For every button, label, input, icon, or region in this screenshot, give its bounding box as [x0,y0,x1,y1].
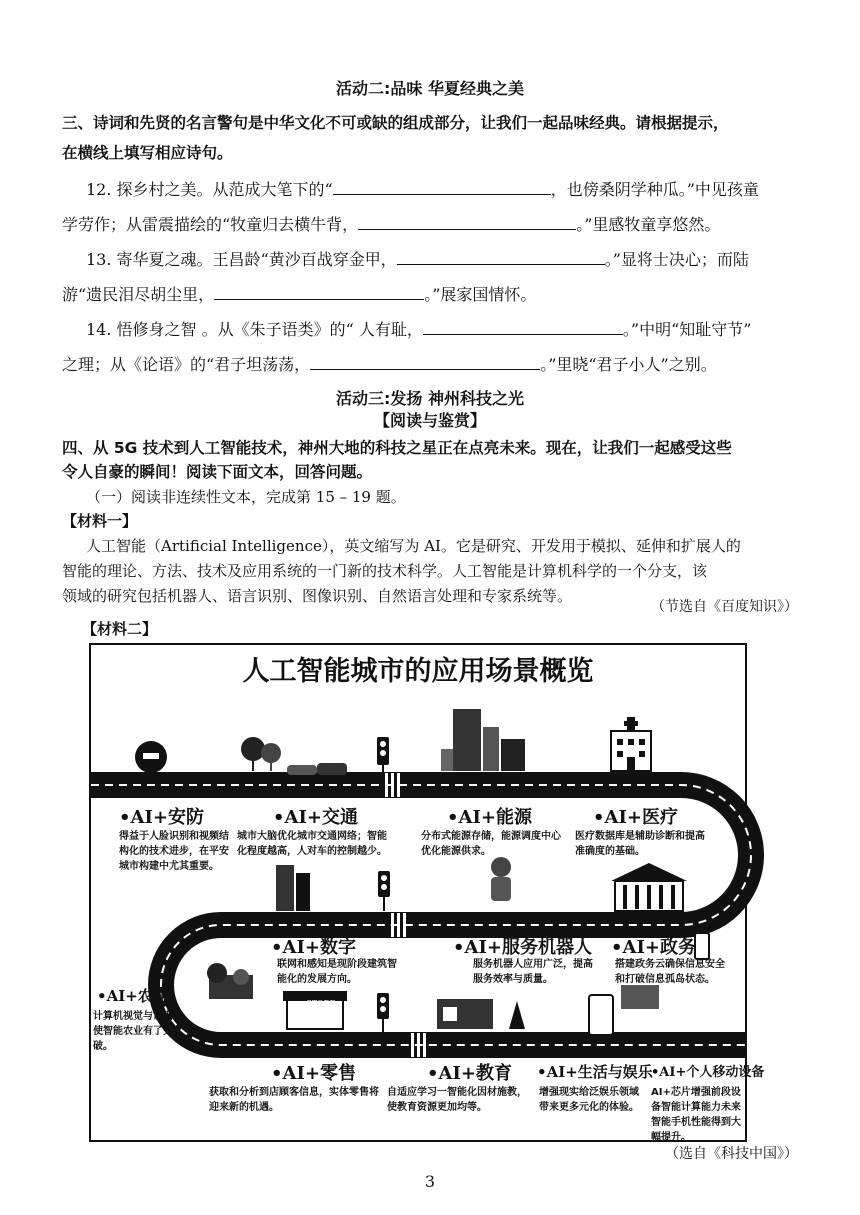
material2-label: 【材料二】 [82,620,158,638]
q14-line1 [86,318,751,341]
item-energy-desc: 分布式能源存储，能源调度中心优化能源供求。 [421,831,561,857]
store-sign: STORE [306,999,336,1008]
q12-blank-1[interactable] [333,178,551,195]
material1-line1: 人工智能（Artificial Intelligence），英文缩写为 AI。它是研究、开发用于模拟、延伸和扩展人的 [86,537,741,555]
q14-text-c: 之理；从《论语》的“君子坦荡荡， [62,355,311,374]
q12-line1 [86,178,759,201]
activity3-title: 活动三:发扬 神州科技之光 [336,389,524,408]
q12-text-d: 。”里感牧童享悠然。 [576,215,721,234]
item-security-desc: 得益于人脸识别和视频结构化的技术进步，在平安城市构建中尤其重要。 [119,831,229,872]
item-retail-desc: 获取和分析到店顾客信息，实体零售将迎来新的机遇。 [209,1087,379,1113]
q14-line2 [62,353,717,376]
item-service-robot-label: •AI+服务机器人 [453,937,592,958]
q12-blank-2[interactable] [358,213,576,230]
q14-text-a: 14. 悟修身之智 。从《朱子语类》的“ 人有耻， [86,320,423,339]
q4-line1: 四、从 5G 技术到人工智能技术，神州大地的科技之星正在点亮未来。现在，让我们一起感受这些 [62,439,732,457]
activity2-title: 活动二:品味 华夏经典之美 [336,79,524,98]
q3-line1: 三、诗词和先贤的名言警句是中华文化不可或缺的组成部分，让我们一起品味经典。请根据提示， [62,114,729,132]
q14-blank-2[interactable] [310,353,540,370]
infographic-title: 人工智能城市的应用场景概览 [242,656,594,687]
material1-line3: 领域的研究包括机器人、语言识别、图像识别、自然语言处理和专家系统等。 [62,587,573,605]
infographic-frame [89,643,765,1143]
item-government-desc: 搭建政务云确保信息安全和打破信息孤岛状态。 [615,959,725,985]
q13-text-a: 13. 寄华夏之魂。王昌龄“黄沙百战穿金甲， [86,250,397,269]
q14-text-b: 。”中明“知耻守节” [622,320,752,339]
item-digital-label: •AI+数字 [271,937,356,958]
item-entertainment-label: •AI+生活与娱乐 [537,1063,653,1081]
q14-blank-1[interactable] [423,318,623,335]
item-mobile-device-desc: AI+芯片增强前段设备智能计算能力未来智能手机性能得到大幅提升。 [651,1087,741,1143]
item-service-robot-desc: 服务机器人应用广泛，提高服务效率与质量。 [473,959,593,985]
item-medical-desc: 医疗数据库是辅助诊断和提高准确度的基础。 [575,831,705,857]
item-security-label: •AI+安防 [119,807,204,828]
item-education-desc: 自适应学习一智能化因材施教，使教育资源更加均等。 [387,1087,527,1113]
q3-line2: 在横线上填写相应诗句。 [62,144,233,162]
q12-line2 [62,213,720,236]
material1-source: （节选自《百度知识》） [651,599,798,615]
item-agriculture-label: •AI+农业 [97,987,168,1005]
item-medical-label: •AI+医疗 [593,807,678,828]
item-mobile-device-label: •AI+个人移动设备 [651,1065,765,1080]
activity3-subtitle: 【阅读与鉴赏】 [373,411,486,430]
part1-instruction: （一）阅读非连续性文本，完成第 15 – 19 题。 [86,488,406,506]
item-traffic-desc: 城市大脑优化城市交通网络；智能化程度越高，人对车的控制越少。 [237,831,387,857]
q4-line2: 令人自豪的瞬间！阅读下面文本，回答问题。 [62,463,373,481]
material1-label: 【材料一】 [62,512,138,530]
q12-text-b: ，也傍桑阴学种瓜。”中见孩童 [550,180,759,199]
item-traffic-label: •AI+交通 [273,807,358,828]
item-government-label: •AI+政务 [611,937,696,958]
item-retail-label: •AI+零售 [271,1063,356,1084]
q13-blank-2[interactable] [214,283,424,300]
item-digital-desc: 联网和感知是现阶段建筑智能化的发展方向。 [277,959,397,985]
material1-line2: 智能的理论、方法、技术及应用系统的一门新的技术科学。人工智能是计算机科学的一个分支，该 [62,562,708,580]
q12-text-a: 12. 探乡村之美。从范成大笔下的“ [86,180,333,199]
item-energy-label: •AI+能源 [447,807,532,828]
q13-text-c: 游“遗民泪尽胡尘里， [62,285,215,304]
q13-text-b: 。”显将士决心；而陆 [604,250,749,269]
material2-source: （选自《科技中国》） [665,1146,798,1162]
page-number: 3 [424,1172,436,1191]
q12-text-c: 学劳作；从雷震描绘的“牧童归去横牛背， [62,215,359,234]
item-agriculture-desc: 计算机视觉与识别是使智能农业有了突破。 [93,1011,183,1052]
q13-text-d: 。”展家国情怀。 [424,285,537,304]
item-entertainment-desc: 增强现实给泛娱乐领域带来更多元化的体验。 [539,1087,639,1113]
q13-blank-1[interactable] [397,248,605,265]
q14-text-d: 。”里晓“君子小人”之别。 [540,355,717,374]
item-education-label: •AI+教育 [427,1063,512,1084]
q13-line2 [62,283,536,306]
q13-line1 [86,248,749,271]
